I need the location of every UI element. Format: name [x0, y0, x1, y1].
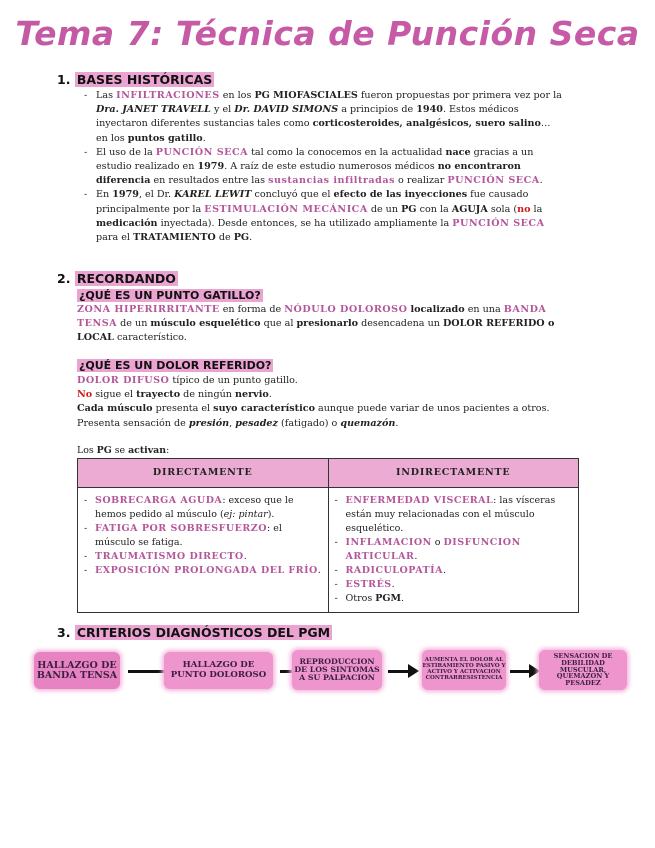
list-item: - INFLAMACION o DISFUNCION ARTICULAR. [335, 536, 573, 564]
list-item: - ESTRÉS. [335, 578, 573, 592]
section1-heading [57, 72, 214, 87]
list-item: - FATIGA POR SOBRESFUERZO: el músculo se fatiga. [84, 522, 322, 550]
flow-step-1: HALLAZGO DE BANDA TENSA [34, 652, 120, 689]
answer-trigger-point: ZONA HIPERIRRITANTE en forma de NÓDULO DOLOROSO localizado en una BANDA TENSA de un músculo esquelético que al presionarlo desencadena un DOLOR REFERIDO o LOCAL característico. [77, 304, 555, 344]
list-item: - En 1979, el Dr. KAREL LEWIT concluyó que el efecto de las inyecciones fue causado principalmente por la ESTIMULACIÓN MECÁNICA de un PG con la AGUJA sola (no la medicación inyectada). Desde entonces, se ha utilizado ampliamente la PUNCIÓN SECA para el TRATAMIENTO de PG. [84, 188, 564, 245]
title-part2: Técnica de Punción Seca [175, 14, 640, 53]
flow-step-4: AUMENTA EL DOLOR AL ESTIRAMIENTO PASIVO Y ACTIVO Y ACTIVACION CONTRARRESISTENCIA [422, 650, 506, 690]
flow-step-2: HALLAZGO DE PUNTO DOLOROSO [164, 652, 273, 689]
list-item: - SOBRECARGA AGUDA: exceso que le hemos pedido al músculo (ej: pintar). [84, 494, 322, 522]
section3-heading [57, 625, 332, 640]
table-header-indirect: INDIRECTAMENTE [328, 459, 579, 488]
title-part1: Tema 7: [15, 14, 164, 53]
flow-step-3: REPRODUCCION DE LOS SINTOMAS A SU PALPACION [292, 650, 382, 690]
activation-table [77, 458, 579, 613]
list-item: - RADICULOPATÍA. [335, 564, 573, 578]
direct-causes-cell [78, 488, 329, 613]
section1-list [84, 89, 564, 245]
section1-number: 1. [57, 72, 71, 87]
question-referred-pain: ¿QUÉ ES UN DOLOR REFERIDO? [79, 359, 272, 372]
pg-activation-intro: Los PG se activan: [77, 445, 170, 456]
section3-title: CRITERIOS DIAGNÓSTICOS DEL PGM [76, 625, 331, 640]
arrow-right-icon [388, 670, 415, 673]
flow-step-5: SENSACION DE DEBILIDAD MUSCULAR, QUEMAZON Y PESADEZ [539, 650, 627, 690]
page-title [0, 14, 655, 53]
diagnostic-flow [30, 648, 630, 694]
referred-line-1: DOLOR DIFUSO típico de un punto gatillo. [77, 375, 298, 386]
indirect-causes-cell [328, 488, 579, 613]
list-item: - Las INFILTRACIONES en los PG MIOFASCIALES fueron propuestas por primera vez por la Dra. JANET TRAVELL y el Dr. DAVID SIMONS a principios de 1940. Estos médicos inyectaron diferentes sustancias tales como corticosteroides, analgésicos, suero salino… en los puntos gatillo. [84, 89, 564, 146]
answer-referred-pain [77, 374, 557, 431]
list-item: - EXPOSICIÓN PROLONGADA DEL FRÍO. [84, 564, 322, 578]
section2-heading [57, 271, 178, 286]
section2-number: 2. [57, 271, 71, 286]
list-item: - TRAUMATISMO DIRECTO. [84, 550, 322, 564]
arrow-right-icon [510, 670, 536, 673]
referred-line-2: No sigue el trayecto de ningún nervio. [77, 389, 272, 401]
list-item: - El uso de la PUNCIÓN SECA tal como la conocemos en la actualidad nace gracias a un estudio realizado en 1979. A raíz de este estudio numerosos médicos no encontraron diferencia en resultados entre las sustancias infiltradas o realizar PUNCIÓN SECA. [84, 146, 564, 189]
section2-title: RECORDANDO [76, 271, 176, 286]
question-trigger-point: ¿QUÉ ES UN PUNTO GATILLO? [79, 289, 261, 302]
table-header-direct: DIRECTAMENTE [78, 459, 329, 488]
referred-line-4: Presenta sensación de presión, pesadez (fatigado) o quemazón. [77, 417, 399, 429]
list-item: - ENFERMEDAD VISCERAL: las vísceras están muy relacionadas con el músculo esquelético. [335, 494, 573, 536]
list-item: - Otros PGM. [335, 592, 573, 606]
section1-title: BASES HISTÓRICAS [76, 72, 213, 87]
section3-number: 3. [57, 625, 71, 640]
referred-line-3: Cada músculo presenta el suyo característico aunque puede variar de unos pacientes a otros. [77, 403, 550, 415]
